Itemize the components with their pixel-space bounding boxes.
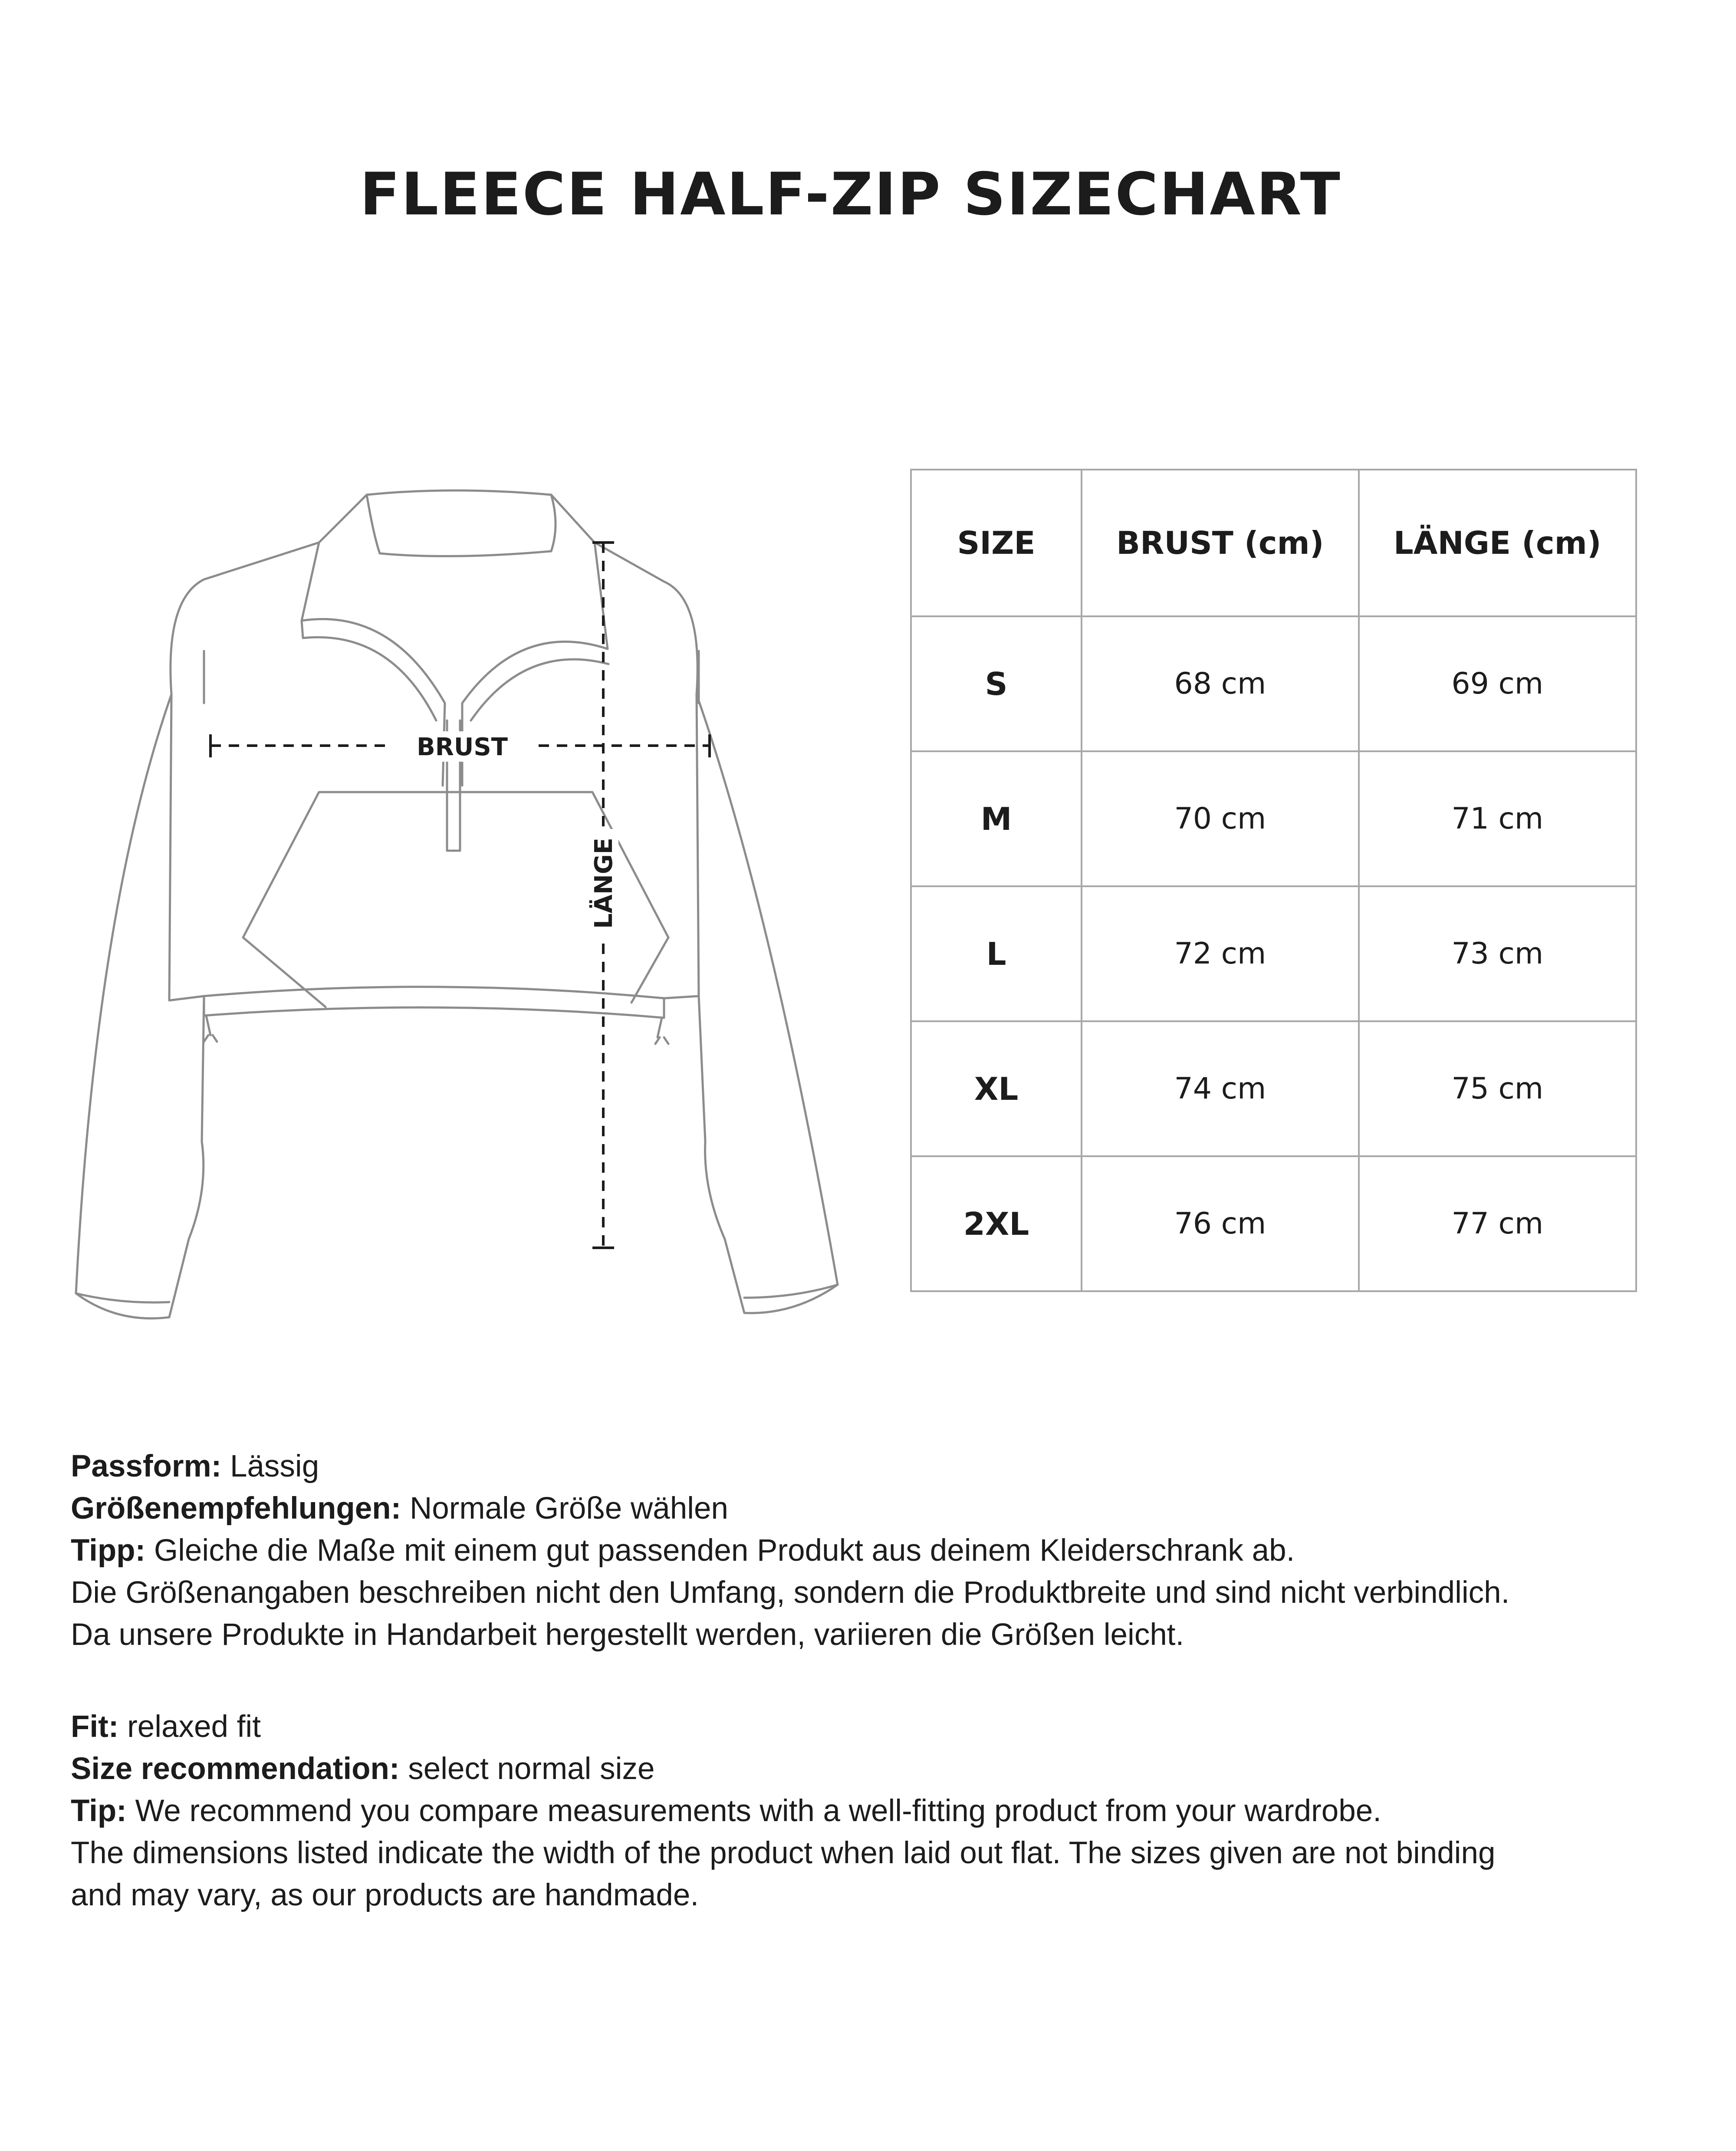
size-cell: L: [911, 886, 1082, 1021]
table-row: [911, 1021, 1636, 1156]
laenge-cell: 73 cm: [1359, 886, 1636, 1021]
note-value: relaxed fit: [118, 1710, 261, 1744]
note-line: and may vary, as our products are handmade.: [71, 1878, 699, 1912]
brust-cell: 76 cm: [1082, 1156, 1358, 1291]
note-tipp: [71, 1529, 1703, 1572]
laenge-cell: 71 cm: [1359, 751, 1636, 886]
note-label: Passform:: [71, 1449, 222, 1483]
note-value: Lässig: [221, 1449, 319, 1483]
size-cell: M: [911, 751, 1082, 886]
note-label: Tip:: [71, 1794, 127, 1828]
note-label: Size recommendation:: [71, 1752, 400, 1786]
note-groessenempfehlung: [71, 1487, 1703, 1529]
size-table: [910, 469, 1637, 1292]
brust-cell: 72 cm: [1082, 886, 1358, 1021]
table-row: [911, 1156, 1636, 1291]
table-row: [911, 616, 1636, 751]
header-laenge: LÄNGE (cm): [1359, 470, 1636, 616]
note-value: Gleiche die Maße mit einem gut passenden Produkt aus deinem Kleiderschrank ab.: [145, 1533, 1295, 1568]
table-header-row: [911, 470, 1636, 616]
note-value: We recommend you compare measurements with a well-fitting product from your wardrobe.: [126, 1794, 1381, 1828]
laenge-cell: 75 cm: [1359, 1021, 1636, 1156]
brust-cell: 68 cm: [1082, 616, 1358, 751]
page-title: FLEECE HALF-ZIP SIZECHART: [360, 160, 1341, 228]
note-label: Fit:: [71, 1710, 119, 1744]
header-brust: BRUST (cm): [1082, 470, 1358, 616]
note-line: Da unsere Produkte in Handarbeit hergestellt werden, variieren die Größen leicht.: [71, 1618, 1184, 1652]
note-value: select normal size: [399, 1752, 655, 1786]
laenge-cell: 69 cm: [1359, 616, 1636, 751]
laenge-label: LÄNGE: [590, 837, 618, 929]
note-value: Normale Größe wählen: [401, 1491, 728, 1526]
size-cell: S: [911, 616, 1082, 751]
laenge-cell: 77 cm: [1359, 1156, 1636, 1291]
note-passform: [71, 1445, 1703, 1487]
note-label: Tipp:: [71, 1533, 146, 1568]
note-label: Größenempfehlungen:: [71, 1491, 401, 1526]
brust-label: BRUST: [417, 733, 508, 761]
notes-english: [71, 1706, 1703, 1916]
note-line: The dimensions listed indicate the width of the product when laid out flat. The sizes given are not binding: [71, 1836, 1496, 1870]
brust-cell: 74 cm: [1082, 1021, 1358, 1156]
brust-cell: 70 cm: [1082, 751, 1358, 886]
notes-german: [71, 1445, 1703, 1656]
garment-illustration: [61, 477, 851, 1337]
note-line: Die Größenangaben beschreiben nicht den Umfang, sondern die Produktbreite und sind nicht verbindlich.: [71, 1575, 1510, 1610]
table-row: [911, 751, 1636, 886]
note-tip: [71, 1790, 1703, 1832]
half-zip-sweater-icon: [76, 490, 838, 1319]
header-size: SIZE: [911, 470, 1082, 616]
note-size-recommendation: [71, 1748, 1703, 1790]
table-row: [911, 886, 1636, 1021]
note-fit: [71, 1706, 1703, 1748]
size-cell: 2XL: [911, 1156, 1082, 1291]
size-cell: XL: [911, 1021, 1082, 1156]
